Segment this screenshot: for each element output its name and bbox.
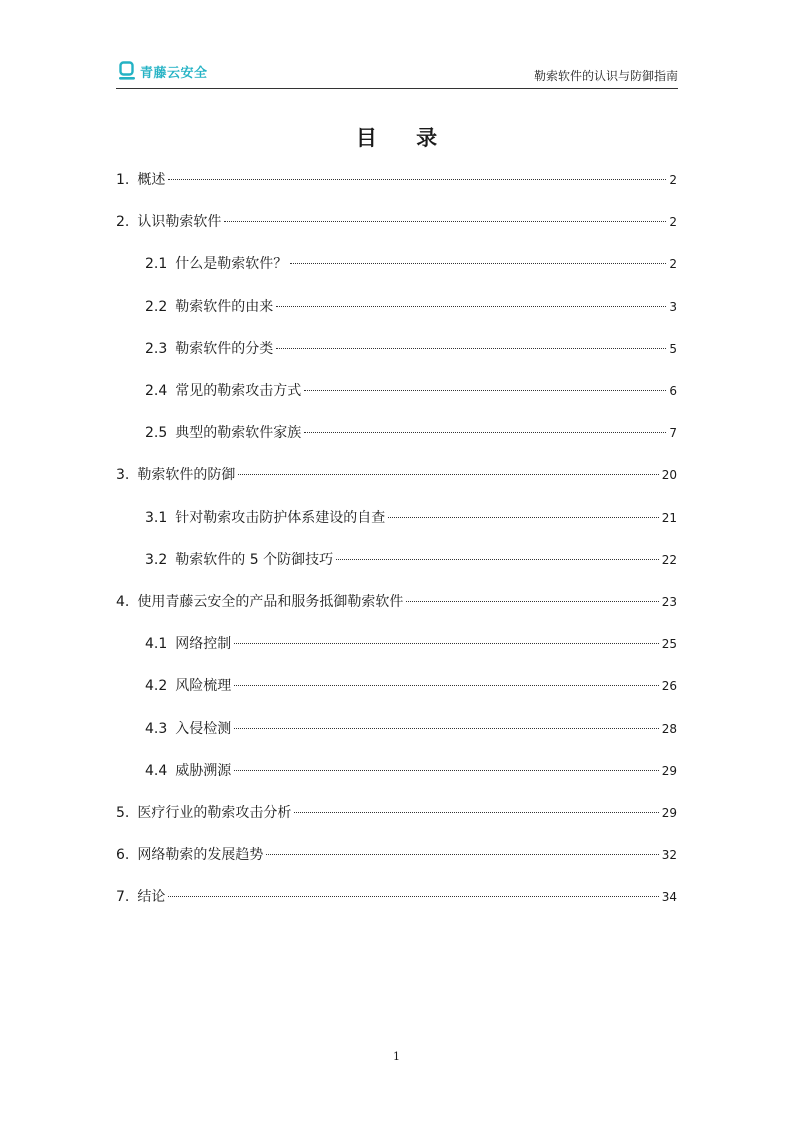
toc-entry-number: 4.2 [145,678,168,694]
toc-entry[interactable] [145,423,677,443]
toc-entry-number: 2.2 [145,299,168,315]
toc-entry-number: 2.3 [145,341,168,357]
toc-entry-label: 威胁溯源 [175,763,232,779]
toc-entry-page: 32 [661,848,677,862]
toc-entry-number: 5. [116,805,130,821]
toc-entry-number: 2.1 [145,256,168,272]
toc-entry-label: 风险梳理 [175,678,232,694]
document-title: 勒索软件的认识与防御指南 [533,69,678,83]
toc-entry-label: 勒索软件的由来 [175,299,274,315]
toc-entry-page: 28 [661,722,677,736]
toc-entry[interactable] [116,845,677,865]
toc-entry[interactable] [116,212,677,232]
toc-dot-leader [234,728,658,729]
toc-entry-page: 2 [669,173,677,187]
toc-entry-number: 4.3 [145,721,168,737]
toc-entry-label: 常见的勒索攻击方式 [175,383,302,399]
toc-entry-number: 2. [116,214,130,230]
toc-dot-leader [224,221,666,222]
toc-title: 目 录 [355,126,454,150]
toc-entry-label: 勒索软件的 5 个防御技巧 [175,552,334,568]
toc-entry[interactable] [145,508,677,528]
toc-entry-number: 3.1 [145,510,168,526]
toc-entry-label: 网络控制 [175,636,232,652]
toc-entry-page: 34 [661,890,677,904]
toc-entry-page: 20 [661,468,677,482]
toc-entry[interactable] [145,381,677,401]
page-header [116,58,678,89]
toc-entry[interactable] [145,254,677,274]
toc-dot-leader [276,306,666,307]
toc-entry-page: 26 [661,679,677,693]
toc-dot-leader [276,348,666,349]
toc-entry-page: 7 [669,426,677,440]
toc-entry-page: 23 [661,595,677,609]
toc-dot-leader [304,390,666,391]
toc-entry[interactable] [145,550,677,570]
toc-entry[interactable] [145,676,677,696]
toc-entry-number: 1. [116,172,130,188]
toc-entry[interactable] [145,761,677,781]
toc-entry-label: 概述 [137,172,166,188]
toc-entry[interactable] [145,634,677,654]
toc-dot-leader [290,263,666,264]
toc-entry-number: 2.5 [145,425,168,441]
toc-entry-label: 认识勒索软件 [137,214,222,230]
toc-entry[interactable] [116,592,677,612]
toc-dot-leader [336,559,659,560]
toc-dot-leader [304,432,666,433]
toc-dot-leader [294,812,658,813]
toc-entry-label: 针对勒索攻击防护体系建设的自查 [175,510,386,526]
toc-entry-page: 6 [669,384,677,398]
brand-name: 青藤云安全 [140,65,208,81]
toc-entry[interactable] [145,297,677,317]
toc-dot-leader [238,474,658,475]
toc-entry[interactable] [145,339,677,359]
toc-entry-page: 29 [661,764,677,778]
toc-entry-label: 入侵检测 [175,721,232,737]
brand-logo [118,61,208,81]
toc-entry-label: 医疗行业的勒索攻击分析 [137,805,292,821]
toc-dot-leader [388,517,658,518]
toc-entry-page: 21 [661,511,677,525]
toc-entry-number: 7. [116,889,130,905]
toc-entry-label: 勒索软件的防御 [137,467,236,483]
toc-entry-label: 结论 [137,889,166,905]
toc-entry-page: 25 [661,637,677,651]
toc-dot-leader [168,896,658,897]
toc-dot-leader [266,854,658,855]
toc-entry-page: 29 [661,806,677,820]
toc-entry-number: 3. [116,467,130,483]
toc-dot-leader [406,601,658,602]
toc-entry-page: 22 [661,553,677,567]
toc-entry[interactable] [145,719,677,739]
toc-entry[interactable] [116,887,677,907]
toc-entry[interactable] [116,803,677,823]
toc-entry-label: 什么是勒索软件？ [175,256,288,272]
toc-entry-label: 典型的勒索软件家族 [175,425,302,441]
toc-entry-page: 3 [669,300,677,314]
page-number: 1 [393,1050,400,1063]
toc-entry-page: 5 [669,342,677,356]
toc-entry-page: 2 [669,257,677,271]
toc-entry-number: 4.4 [145,763,168,779]
toc-entry-number: 2.4 [145,383,168,399]
toc-dot-leader [234,685,658,686]
toc-entry-label: 网络勒索的发展趋势 [137,847,264,863]
toc-dot-leader [234,770,658,771]
toc-entry-label: 勒索软件的分类 [175,341,274,357]
toc-dot-leader [168,179,666,180]
qingteng-logo-icon [118,61,136,81]
toc-entry[interactable] [116,465,677,485]
toc-entry-number: 4.1 [145,636,168,652]
toc-entry[interactable] [116,170,677,190]
toc-dot-leader [234,643,658,644]
toc-entry-page: 2 [669,215,677,229]
toc-entry-number: 4. [116,594,130,610]
toc-entry-label: 使用青藤云安全的产品和服务抵御勒索软件 [137,594,404,610]
toc-entry-number: 6. [116,847,130,863]
toc-entry-number: 3.2 [145,552,168,568]
